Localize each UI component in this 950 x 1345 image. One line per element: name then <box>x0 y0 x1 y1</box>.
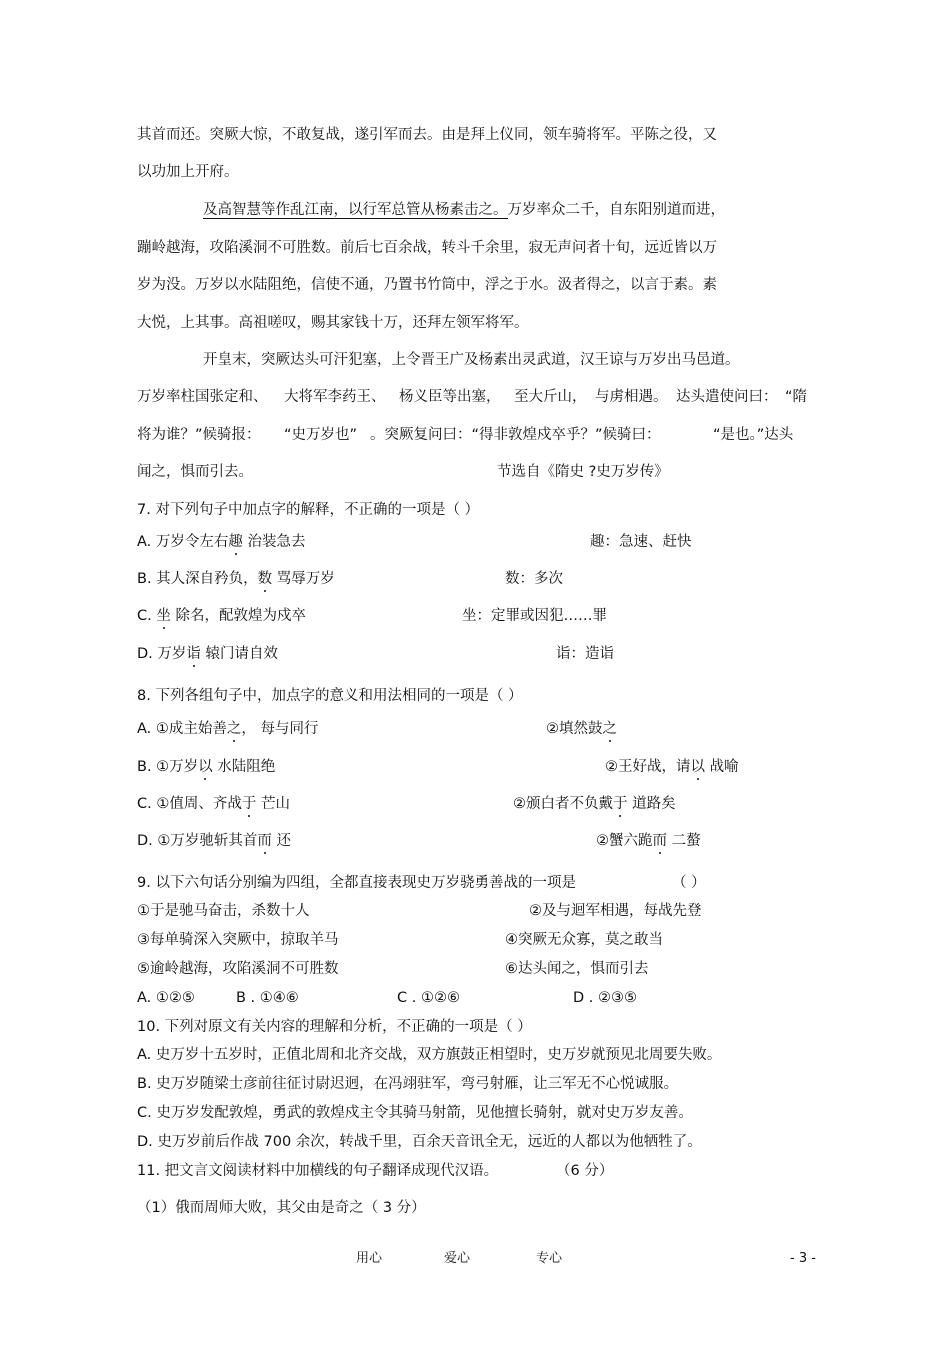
passage-line-5: 岁为没。万岁以水陆阻绝，信使不通，乃置书竹筒中，浮之于水。汲者得之，以言于素。素 <box>137 277 717 293</box>
dotted-char: 之 <box>602 721 617 737</box>
passage-line-9-part-3: 。突厥复问曰：“得非敦煌戍卒乎？”候骑曰： <box>370 427 661 443</box>
q8-option-a-right: ②填然鼓之 <box>546 721 617 737</box>
dotted-char: 数 <box>257 571 273 587</box>
passage-line-8-part-1: 万岁率柱国张定和、 <box>137 389 268 405</box>
q8-option-b-right: ②王好战，请以 战喻 <box>605 759 739 775</box>
passage-line-8-part-3: 杨义臣等出塞， <box>399 389 501 405</box>
passage-line-10: 闻之，惧而引去。 <box>137 464 253 480</box>
dotted-char: 于 <box>613 796 628 812</box>
dotted-char: 之 <box>226 721 242 737</box>
dotted-char: 诣 <box>186 646 201 662</box>
q7-stem: 7. 对下列句子中加点字的解释，不正确的一项是（ ） <box>137 502 480 518</box>
passage-line-8-part-2: 大将军李药王、 <box>284 389 386 405</box>
q8-option-b-left: B. ①万岁以 水陆阻绝 <box>137 759 276 775</box>
q11-stem: 11. 把文言文阅读材料中加横线的句子翻译成现代汉语。 <box>137 1163 499 1179</box>
dotted-char: 于 <box>241 796 257 812</box>
q11-sub-question-1: （1）俄而周师大败，其父由是奇之（ 3 分） <box>137 1200 426 1216</box>
q7-option-b-note: 数：多次 <box>505 571 563 587</box>
q7-option-c: C. 坐 除名，配敦煌为戍卒 <box>137 608 306 624</box>
q7-option-d: D. 万岁诣 辕门请自效 <box>137 646 278 662</box>
underlined-sentence: 及高智慧等作乱江南，以行军总管从杨素击之。 <box>203 202 508 218</box>
q7-option-a: A. 万岁令左右趣 治装急去 <box>137 534 306 550</box>
passage-line-7: 开皇末，突厥达头可汗犯塞，上令晋王广及杨素出灵武道，汉王谅与万岁出马邑道。 <box>203 352 740 368</box>
q9-option-a: A. ①②⑤ <box>137 990 195 1006</box>
passage-line-3 <box>203 201 725 219</box>
q10-option-d: D. 史万岁前后作战 700 余次，转战千里，百余天音讯全无，远近的人都以为他牺牲了。 <box>137 1134 702 1150</box>
footer-word-3: 专心 <box>536 1251 563 1266</box>
q7-option-c-note: 坐：定罪或因犯……罪 <box>462 608 607 624</box>
passage-line-9-part-1: 将为谁？”候骑报： <box>137 427 261 443</box>
q8-option-c-right: ②颁白者不负戴于 道路矣 <box>513 796 676 812</box>
page-number: - 3 - <box>790 1251 816 1266</box>
q8-option-c-left: C. ①值周、齐战于 芒山 <box>137 796 290 812</box>
passage-line-4: 蹦岭越海，攻陷溪洞不可胜数。前后七百余战，转斗千余里，寂无声问者十旬，远近皆以万 <box>137 240 717 256</box>
footer-word-1: 用心 <box>356 1251 383 1266</box>
passage-line-1: 其首而还。突厥大惊，不敢复战，遂引军而去。由是拜上仪同，领车骑将军。平陈之役，又 <box>137 127 717 143</box>
passage-source: 节选自《隋史 ?史万岁传》 <box>497 464 669 480</box>
passage-line-2: 以功加上开府。 <box>137 164 239 180</box>
q9-stem: 9. 以下六句话分别编为四组，全都直接表现史万岁骁勇善战的一项是 <box>137 875 576 891</box>
dotted-char: 以 <box>198 759 213 775</box>
q8-option-d-left: D. ①万岁驰斩其首而 还 <box>137 833 291 849</box>
q9-option-c: C . ①②⑥ <box>397 990 460 1006</box>
q7-option-b: B. 其人深自矜负，数 骂辱万岁 <box>137 571 335 587</box>
passage-line-8-part-4: 至大斤山， <box>514 389 587 405</box>
passage-line-8-part-7: “隋 <box>785 389 808 405</box>
q8-stem: 8. 下列各组句子中，加点字的意义和用法相同的一项是（ ） <box>137 688 523 704</box>
q9-option-d: D . ②③⑤ <box>573 990 637 1006</box>
passage-line-8-part-6: 达头遣使问曰： <box>676 389 778 405</box>
dotted-char: 而 <box>257 833 272 849</box>
dotted-char: 坐 <box>156 608 171 624</box>
q9-sentence-6: ⑥达头闻之，惧而引去 <box>505 961 649 977</box>
q8-option-a-left: A. ①成主始善之， 每与同行 <box>137 721 319 737</box>
q9-sentence-4: ④突厥无众寡，莫之敢当 <box>505 932 663 948</box>
q9-sentence-1: ①于是驰马奋击，杀数十人 <box>137 903 310 919</box>
q7-option-d-note: 诣：造诣 <box>556 646 614 662</box>
q8-option-d-right: ②蟹六跪而 二螯 <box>596 833 701 849</box>
q10-option-b: B. 史万岁随梁士彦前往征讨尉迟迥，在冯翊驻军，弯弓射雁，让三军无不心悦诚服。 <box>137 1076 679 1092</box>
q9-sentence-2: ②及与迴军相遇，每战先登 <box>529 903 702 919</box>
passage-line-3-rest: 万岁率众二千，自东阳别道而进， <box>507 202 725 218</box>
q9-sentence-5: ⑤逾岭越海，攻陷溪洞不可胜数 <box>137 961 339 977</box>
dotted-char: 以 <box>690 759 705 775</box>
dotted-char: 趣 <box>228 534 243 550</box>
q7-option-a-note: 趣：急速、赶快 <box>590 534 692 550</box>
passage-line-9-part-4: “是也。”达头 <box>713 427 794 443</box>
dotted-char: 而 <box>652 833 667 849</box>
q10-option-a: A. 史万岁十五岁时，正值北周和北齐交战，双方旗鼓正相望时，史万岁就预见北周要失败。 <box>137 1047 722 1063</box>
q9-answer-blank: （ ） <box>672 875 706 891</box>
passage-line-6: 大悦，上其事。高祖嗟叹，赐其家钱十万，还拜左领军将军。 <box>137 315 529 331</box>
q9-sentence-3: ③每单骑深入突厥中，掠取羊马 <box>137 932 339 948</box>
q11-score: （6 分） <box>556 1163 614 1179</box>
passage-line-8-part-5: 与虏相遇。 <box>595 389 668 405</box>
passage-line-9-part-2: “史万岁也” <box>284 427 358 443</box>
q10-stem: 10. 下列对原文有关内容的理解和分析，不正确的一项是（ ） <box>137 1019 532 1035</box>
q10-option-c: C. 史万岁发配敦煌，勇武的敦煌戍主令其骑马射箭，见他擅长骑射，就对史万岁友善。 <box>137 1105 693 1121</box>
footer-word-2: 爱心 <box>444 1251 471 1266</box>
q9-option-b: B . ①④⑥ <box>236 990 299 1006</box>
